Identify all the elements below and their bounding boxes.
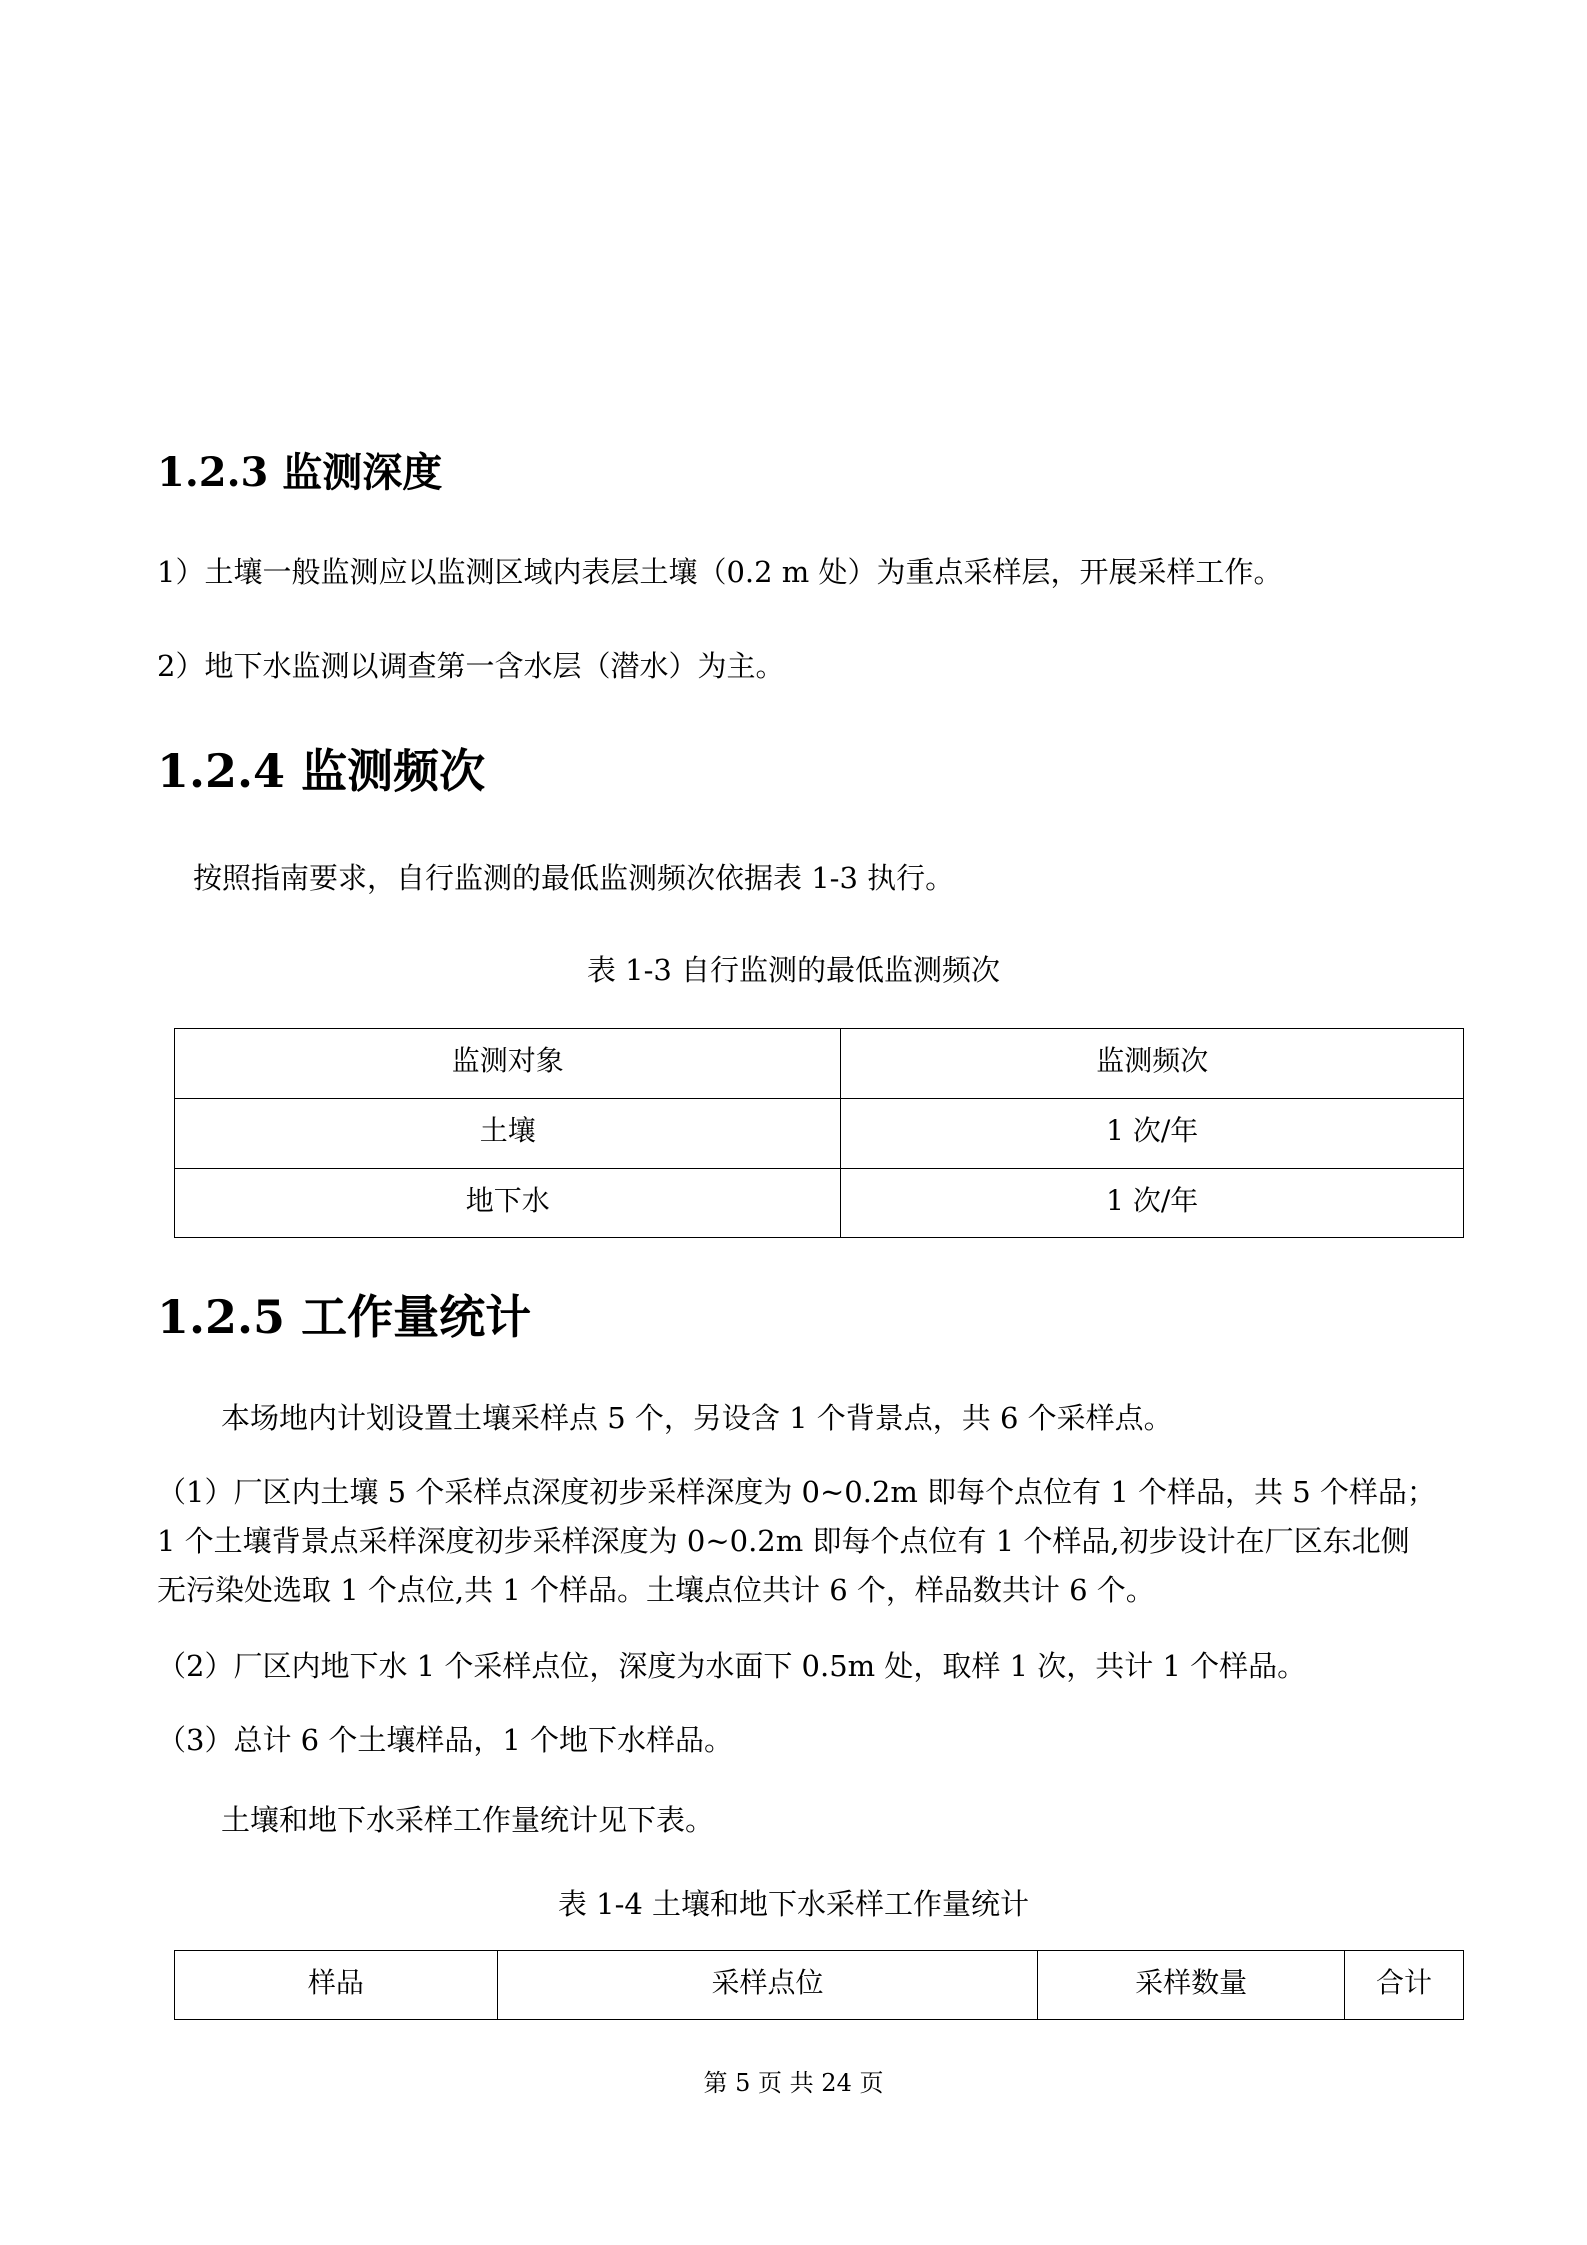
workload-table [174, 1950, 1464, 2020]
section-heading-1-2-3: 1.2.3 监测深度 [157, 449, 443, 496]
table-caption: 表 1-3 自行监测的最低监测频次 [586, 953, 1001, 987]
paragraph: （3）总计 6 个土壤样品，1 个地下水样品。 [157, 1723, 734, 1757]
table-caption: 表 1-4 土壤和地下水采样工作量统计 [557, 1887, 1030, 1921]
table-row [175, 1099, 1464, 1169]
paragraph-line: 无污染处选取 1 个点位,共 1 个样品。土壤点位共计 6 个，样品数共计 6 个。 [157, 1573, 1155, 1607]
paragraph: 按照指南要求，自行监测的最低监测频次依据表 1-3 执行。 [193, 861, 955, 895]
paragraph-line: 1 个土壤背景点采样深度初步采样深度为 0~0.2m 即每个点位有 1 个样品,初步设计在厂区东北侧 [157, 1524, 1410, 1558]
table-cell: 地下水 [175, 1169, 841, 1238]
table-cell: 1 次/年 [841, 1169, 1464, 1238]
frequency-table [174, 1028, 1464, 1238]
table-cell: 土壤 [175, 1099, 841, 1169]
section-heading-1-2-4: 1.2.4 监测频次 [157, 744, 486, 798]
table-header-cell: 样品 [175, 1951, 498, 2020]
paragraph: （2）厂区内地下水 1 个采样点位，深度为水面下 0.5m 处，取样 1 次，共计 1 个样品。 [157, 1649, 1307, 1683]
section-heading-1-2-5: 1.2.5 工作量统计 [157, 1290, 532, 1344]
table-cell: 1 次/年 [841, 1099, 1464, 1169]
table-header-cell: 采样数量 [1038, 1951, 1345, 2020]
table-row [175, 1169, 1464, 1238]
table-header-cell: 监测频次 [841, 1029, 1464, 1099]
paragraph: 2）地下水监测以调查第一含水层（潜水）为主。 [157, 649, 785, 683]
paragraph: 土壤和地下水采样工作量统计见下表。 [221, 1803, 715, 1837]
table-header-cell: 监测对象 [175, 1029, 841, 1099]
paragraph: 1）土壤一般监测应以监测区域内表层土壤（0.2 m 处）为重点采样层，开展采样工作。 [157, 555, 1283, 589]
table-header-row [175, 1951, 1464, 2020]
paragraph: 本场地内计划设置土壤采样点 5 个，另设含 1 个背景点，共 6 个采样点。 [221, 1401, 1173, 1435]
page-footer: 第 5 页 共 24 页 [703, 2069, 884, 2097]
table-header-cell: 合计 [1345, 1951, 1464, 2020]
paragraph-line: （1）厂区内土壤 5 个采样点深度初步采样深度为 0~0.2m 即每个点位有 1 个样品，共 5 个样品； [157, 1475, 1436, 1509]
table-header-cell: 采样点位 [497, 1951, 1038, 2020]
table-header-row [175, 1029, 1464, 1099]
